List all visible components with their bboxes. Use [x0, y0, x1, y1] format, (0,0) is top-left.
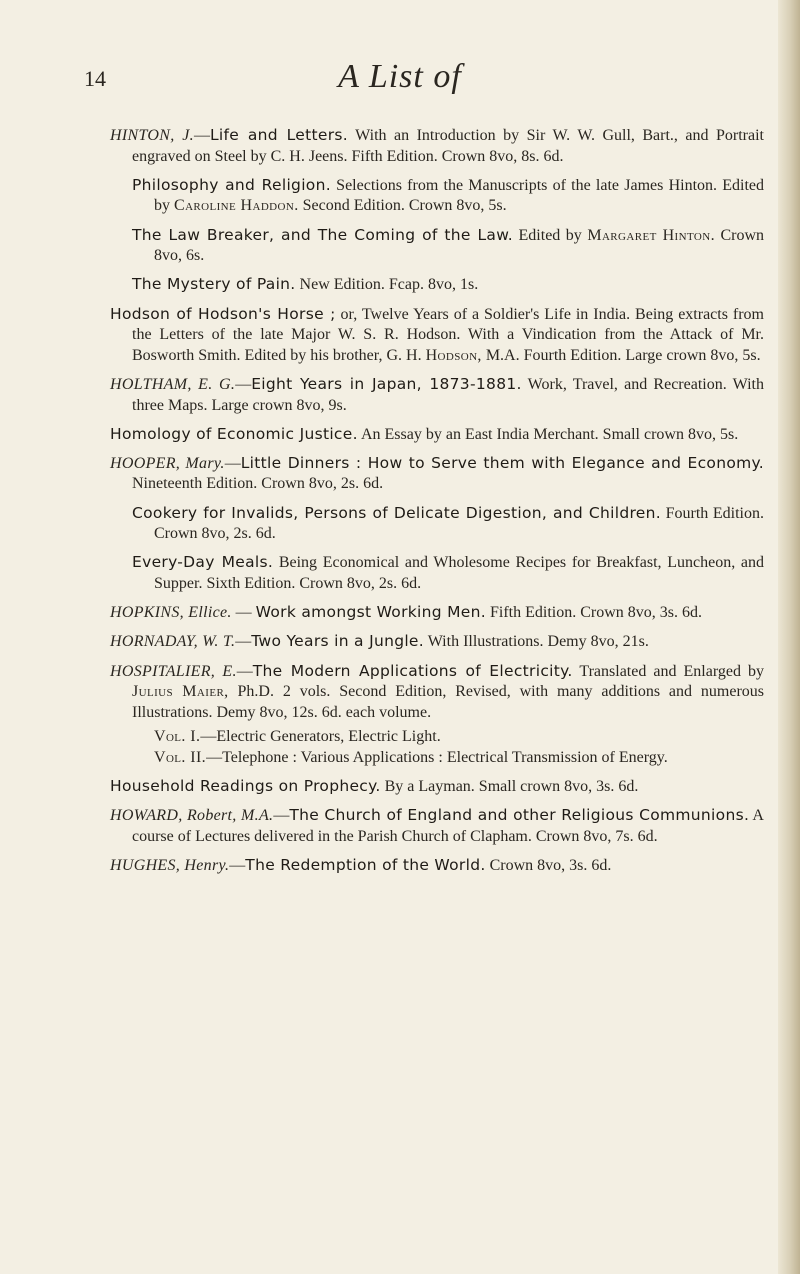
- entry-hornaday: [110, 631, 764, 653]
- entry-title: The Law Breaker, and The Coming of the Law.: [132, 225, 514, 244]
- entry-details: Fourth Edition. Crown 8vo, 2s. 6d.: [154, 504, 765, 543]
- entry-dash: —: [235, 633, 252, 651]
- entry-dash: —: [236, 662, 253, 680]
- entry-title: Little Dinners : How to Serve them with Elegance and Economy.: [240, 453, 764, 472]
- entry-dash: —: [224, 454, 241, 472]
- volume-contents: —Telephone : Various Applications : Electrical Transmission of Energy.: [206, 748, 668, 766]
- entry-title: Hodson of Hodson's Horse ;: [110, 304, 336, 323]
- entry-hinton-life: [110, 125, 764, 167]
- entry-editor: Julius Maier,: [132, 683, 229, 701]
- entry-hinton-law: [110, 225, 764, 267]
- entry-editor: Margaret Hinton.: [587, 226, 715, 244]
- entry-details: Being Economical and Wholesome Recipes for Breakfast, Luncheon, and Supper. Sixth Edition. Crown 8vo, 2s. 6d.: [154, 554, 764, 593]
- entry-hooper-everyday: [110, 552, 764, 594]
- page-edge: [778, 0, 800, 1274]
- entry-hinton-pain: [110, 274, 764, 296]
- entry-dash: —: [231, 604, 256, 622]
- entry-details: Nineteenth Edition. Crown 8vo, 2s. 6d.: [132, 475, 384, 493]
- entry-title: The Church of England and other Religious Communions.: [289, 805, 750, 824]
- entry-details: Edited by: [518, 226, 582, 244]
- entry-title: The Redemption of the World.: [245, 855, 486, 874]
- entry-editor: Hodson,: [425, 346, 482, 364]
- entry-details-cont: Ph.D. 2 vols. Second Edition, Revised, with many additions and numerous Illustrations. Demy 8vo, 12s. 6d. each volume.: [132, 683, 765, 721]
- entry-details: Crown 8vo, 3s. 6d.: [489, 856, 612, 874]
- entry-details: An Essay by an East India Merchant. Small crown 8vo, 5s.: [360, 425, 739, 443]
- entry-details: Fifth Edition. Crown 8vo, 3s. 6d.: [489, 604, 702, 622]
- running-title: A List of: [338, 58, 462, 95]
- entry-dash: —: [193, 127, 210, 144]
- entry-title: Household Readings on Prophecy.: [110, 776, 381, 795]
- catalogue-entries: [110, 125, 764, 884]
- entry-details: By a Layman. Small crown 8vo, 3s. 6d.: [384, 777, 639, 795]
- entry-author: HOOPER, Mary.: [110, 454, 225, 472]
- entry-hopkins: [110, 602, 764, 624]
- entry-details: Selections from the Manuscripts of the late James Hinton. Edited by: [154, 176, 765, 215]
- entry-title: The Modern Applications of Electricity.: [252, 661, 573, 680]
- entry-title: Cookery for Invalids, Persons of Delicate Digestion, and Children.: [132, 503, 661, 522]
- entry-author: HOSPITALIER, E.: [110, 662, 237, 680]
- entry-title: Philosophy and Religion.: [132, 175, 331, 194]
- entry-hospitalier: [110, 661, 764, 724]
- entry-author: HOPKINS, Ellice.: [110, 604, 232, 622]
- entry-hughes: [110, 855, 764, 877]
- entry-hinton-philosophy: [110, 175, 764, 217]
- entry-details: New Edition. Fcap. 8vo, 1s.: [299, 276, 479, 294]
- entry-title: Eight Years in Japan, 1873-1881.: [251, 374, 522, 393]
- entry-details-cont: Second Edition. Crown 8vo, 5s.: [302, 197, 507, 215]
- entry-hodson: [110, 304, 764, 367]
- volume-contents: —Electric Generators, Electric Light.: [200, 727, 441, 745]
- entry-details: or, Twelve Years of a Soldier's Life in India. Being extracts from the Letters of the late Major W. S. R. Hodson. With a Vindication from the Attack of Mr. Bosworth Smith. Edited by his brother, G. H.: [132, 305, 764, 364]
- entry-details: With an Introduction by Sir W. W. Gull, Bart., and Portrait engraved on Steel by C. H. Jeens. Fifth Edition. Crown 8vo, 8s. 6d.: [132, 127, 764, 165]
- volume-list: [110, 727, 764, 768]
- entry-holtham: [110, 374, 764, 416]
- volume-item: [132, 748, 764, 769]
- entry-dash: —: [229, 856, 246, 874]
- volume-label: Vol. I.: [154, 727, 201, 745]
- entry-homology: [110, 424, 764, 446]
- entry-details: With Illustrations. Demy 8vo, 21s.: [427, 633, 649, 651]
- entry-details: Translated and Enlarged by: [579, 662, 764, 680]
- page-number: 14: [84, 66, 106, 91]
- page-header: [0, 58, 800, 98]
- entry-title: Every-Day Meals.: [132, 553, 274, 572]
- entry-details: A course of Lectures delivered in the Parish Church of Clapham. Crown 8vo, 7s. 6d.: [132, 806, 764, 845]
- entry-author: HINTON, J.: [110, 127, 194, 144]
- entry-title: Work amongst Working Men.: [255, 603, 486, 622]
- entry-author: HOWARD, Robert, M.A.: [110, 806, 274, 824]
- entry-hooper-cookery: [110, 503, 764, 545]
- entry-details-cont: M.A. Fourth Edition. Large crown 8vo, 5s.: [485, 346, 761, 364]
- entry-editor: Caroline Haddon.: [174, 197, 299, 215]
- entry-details: Work, Travel, and Recreation. With three Maps. Large crown 8vo, 9s.: [132, 375, 764, 414]
- entry-dash: —: [235, 375, 252, 393]
- entry-household: [110, 776, 764, 798]
- entry-author: HOLTHAM, E. G.: [110, 375, 236, 393]
- entry-author: HUGHES, Henry.: [110, 856, 230, 874]
- entry-author: HORNADAY, W. T.: [110, 633, 236, 651]
- volume-label: Vol. II.: [154, 748, 207, 766]
- entry-title: Life and Letters.: [209, 126, 348, 144]
- entry-dash: —: [273, 806, 290, 824]
- entry-hooper-dinners: [110, 453, 764, 495]
- entry-title: The Mystery of Pain.: [132, 275, 296, 294]
- volume-item: [132, 727, 764, 748]
- entry-howard: [110, 805, 764, 847]
- entry-details-cont: Crown 8vo, 6s.: [154, 226, 765, 265]
- entry-title: Homology of Economic Justice.: [110, 424, 358, 443]
- entry-title: Two Years in a Jungle.: [251, 632, 424, 651]
